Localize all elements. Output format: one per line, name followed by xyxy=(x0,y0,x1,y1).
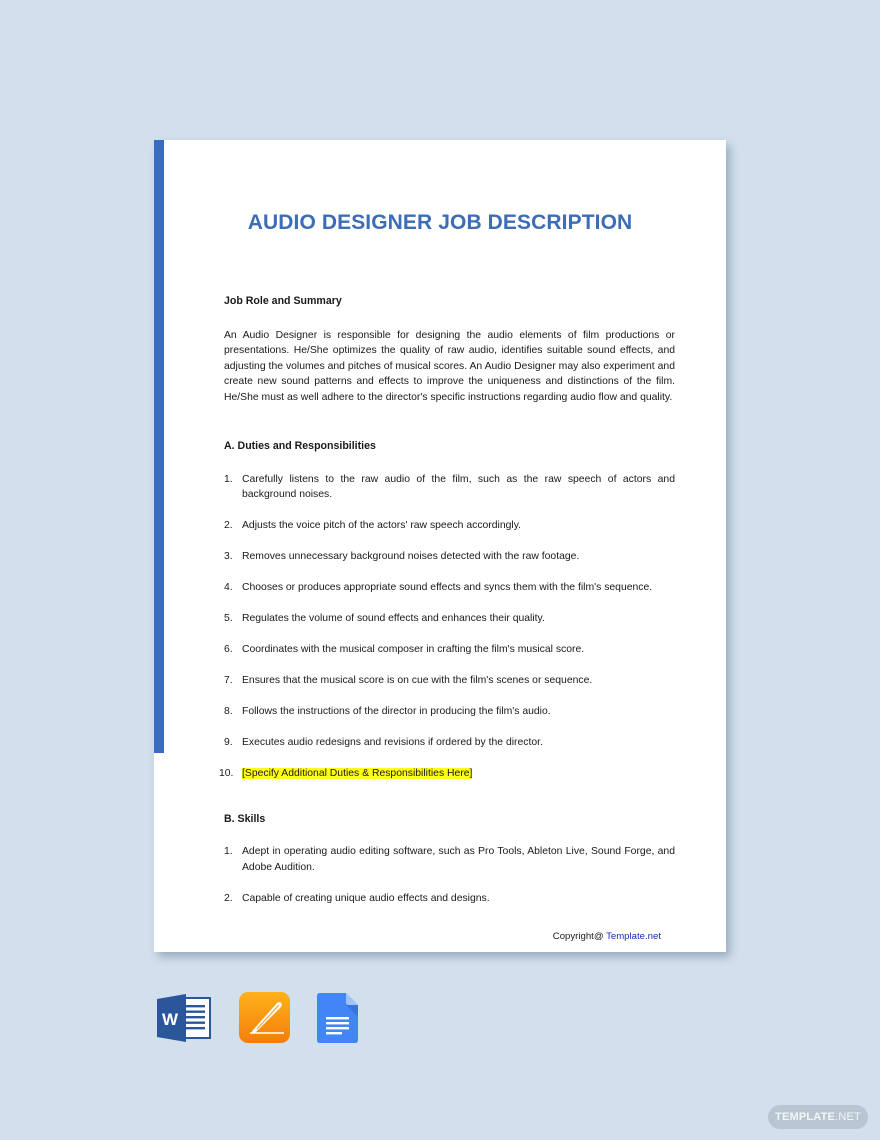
list-item: 4. Chooses or produces appropriate sound effects and syncs them with the film's sequence. xyxy=(224,582,653,593)
template-net-link[interactable]: Template.net xyxy=(606,931,661,942)
list-item: 6. Coordinates with the musical composer in crafting the film's musical score. xyxy=(224,644,585,655)
skills-heading: B. Skills xyxy=(224,812,266,825)
pages-icon[interactable] xyxy=(239,992,290,1048)
list-item: 2. Adjusts the voice pitch of the actors' raw speech accordingly. xyxy=(224,520,522,531)
document-title: AUDIO DESIGNER JOB DESCRIPTION xyxy=(247,211,633,234)
summary-paragraph: An Audio Designer is responsible for designing the audio elements of film productions or presentations. He/She optimizes the quality of raw audio, identifies suitable sound effects, and adjusting the volumes and pitches of musical scores. An Audio Designer may also experiment and create new sound patterns and effects to improve the uniqueness and distinctions of the film. He/She must as well adhere to the director's specific instructions regarding audio flow and quality. xyxy=(224,329,675,403)
list-item: 1. Carefully listens to the raw audio of the film, such as the raw speech of actors and background noises. xyxy=(224,473,675,500)
skills-list xyxy=(224,844,675,906)
summary-heading: Job Role and Summary xyxy=(224,295,342,307)
list-item: 5. Regulates the volume of sound effects and enhances their quality. xyxy=(224,613,545,624)
list-item-placeholder: 10. [Specify Additional Duties & Responsibilities Here] xyxy=(219,768,473,779)
template-net-watermark: TEMPLATE.NET xyxy=(768,1105,868,1129)
duties-heading: A. Duties and Responsibilities xyxy=(224,440,376,452)
duties-list xyxy=(219,472,675,782)
list-item: 7. Ensures that the musical score is on cue with the film's scenes or sequence. xyxy=(224,675,593,686)
list-item: 1. Adept in operating audio editing software, such as Pro Tools, Ableton Live, Sound Forge, and Adobe Audition. xyxy=(224,846,675,873)
list-item: 2. Capable of creating unique audio effects and designs. xyxy=(224,892,490,904)
document-body xyxy=(219,294,675,922)
list-item: 9. Executes audio redesigns and revisions if ordered by the director. xyxy=(224,737,543,748)
highlighted-placeholder: [Specify Additional Duties & Responsibilities Here] xyxy=(242,768,473,779)
document-page xyxy=(154,140,726,952)
svg-text:W: W xyxy=(161,1010,179,1029)
word-icon[interactable] xyxy=(155,992,211,1049)
google-docs-icon[interactable] xyxy=(317,993,359,1048)
list-item: 3. Removes unnecessary background noises detected with the raw footage. xyxy=(224,551,580,562)
list-item: 8. Follows the instructions of the director in producing the film's audio. xyxy=(224,706,551,717)
copyright-notice: Copyright@ Template.net xyxy=(552,931,661,942)
